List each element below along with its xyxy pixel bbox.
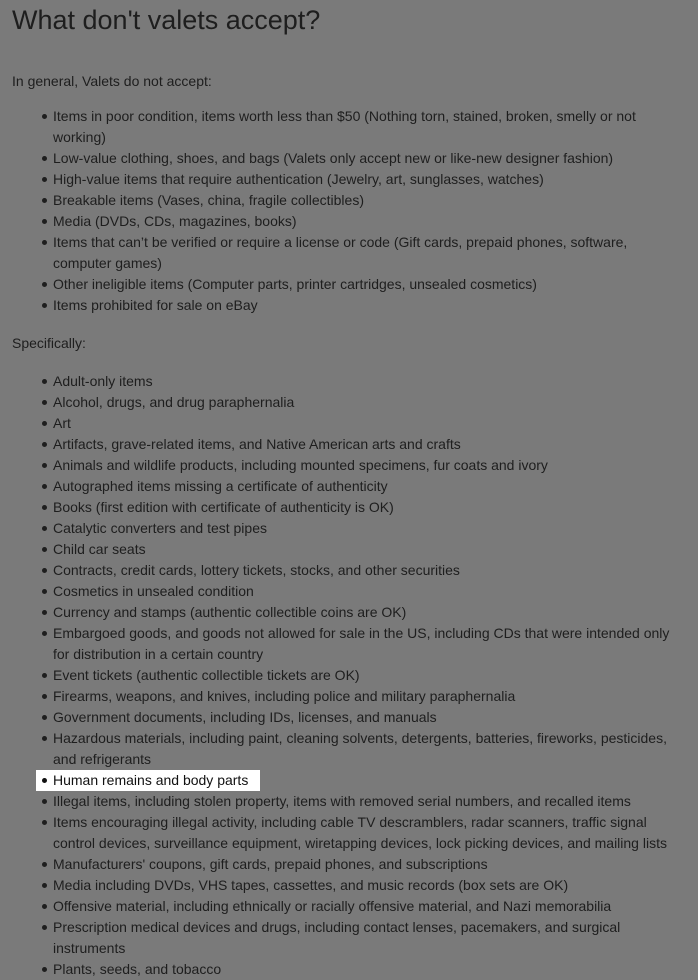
highlighted-list-item: Human remains and body parts [36,770,260,791]
list-item: Art [12,413,678,434]
list-item: Books (first edition with certificate of authenticity is OK) [12,497,678,518]
list-item: Artifacts, grave-related items, and Native American arts and crafts [12,434,678,455]
list-item: High-value items that require authentication (Jewelry, art, sunglasses, watches) [12,169,678,190]
list-item: Catalytic converters and test pipes [12,518,678,539]
list-item: Event tickets (authentic collectible tickets are OK) [12,665,678,686]
list-item: Items prohibited for sale on eBay [12,295,678,316]
list-item: Items in poor condition, items worth less than $50 (Nothing torn, stained, broken, smelly or not working) [12,106,678,148]
list-item: Alcohol, drugs, and drug paraphernalia [12,392,678,413]
list-item: Prescription medical devices and drugs, including contact lenses, pacemakers, and surgical instruments [12,917,678,959]
list-item: Animals and wildlife products, including mounted specimens, fur coats and ivory [12,455,678,476]
list-item: Child car seats [12,539,678,560]
list-item: Items encouraging illegal activity, including cable TV descramblers, radar scanners, traffic signal control devices, surveillance equipment, wiretapping devices, lock picking devices, and mailing lists [12,812,678,854]
list-item: Offensive material, including ethnically or racially offensive material, and Nazi memorabilia [12,896,678,917]
list-item: Currency and stamps (authentic collectible coins are OK) [12,602,678,623]
specific-list [12,371,678,980]
list-item: Manufacturers' coupons, gift cards, prepaid phones, and subscriptions [12,854,678,875]
list-item: Contracts, credit cards, lottery tickets, stocks, and other securities [12,560,678,581]
list-item: Illegal items, including stolen property, items with removed serial numbers, and recalled items [12,791,678,812]
general-list [12,106,678,316]
page-title: What don't valets accept? [12,5,321,35]
list-item: Other ineligible items (Computer parts, printer cartridges, unsealed cosmetics) [12,274,678,295]
specific-intro: Specifically: [12,335,86,351]
list-item: Media (DVDs, CDs, magazines, books) [12,211,678,232]
list-item: Hazardous materials, including paint, cleaning solvents, detergents, batteries, fireworks, pesticides, and refrigerants [12,728,678,770]
list-item: Media including DVDs, VHS tapes, cassettes, and music records (box sets are OK) [12,875,678,896]
list-item: Government documents, including IDs, licenses, and manuals [12,707,678,728]
list-item: Firearms, weapons, and knives, including police and military paraphernalia [12,686,678,707]
list-item: Autographed items missing a certificate of authenticity [12,476,678,497]
list-item: Cosmetics in unsealed condition [12,581,678,602]
list-item: Breakable items (Vases, china, fragile collectibles) [12,190,678,211]
list-item: Plants, seeds, and tobacco [12,959,678,980]
list-item: Embargoed goods, and goods not allowed for sale in the US, including CDs that were intended only for distribution in a certain country [12,623,678,665]
general-intro: In general, Valets do not accept: [12,73,212,89]
list-item: Items that can’t be verified or require a license or code (Gift cards, prepaid phones, software, computer games) [12,232,678,274]
list-item: Low-value clothing, shoes, and bags (Valets only accept new or like-new designer fashion) [12,148,678,169]
list-item: Adult-only items [12,371,678,392]
